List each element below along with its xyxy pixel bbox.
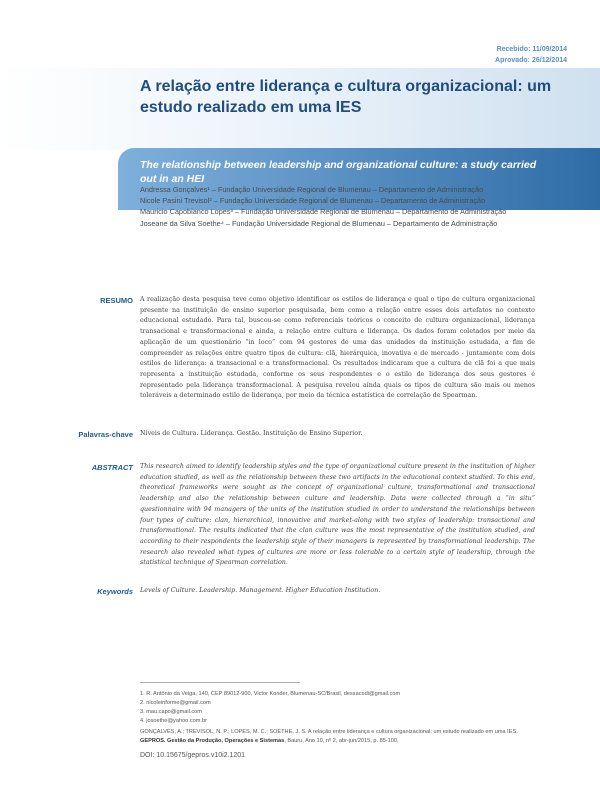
journal-name: GEPROS. Gestão da Produção, Operações e Sistemas	[140, 737, 285, 744]
footnote: 1. R. Antônio da Veiga, 140, CEP 89012-900, Victor Konder, Blumenau-SC/Brasil, dessacodi@gmail.com	[140, 691, 401, 697]
title-portuguese: A relação entre liderança e cultura organizacional: um estudo realizado em uma IES	[140, 78, 552, 116]
title-english: The relationship between leadership and organizational culture: a study carried out in an HEI	[140, 159, 537, 185]
footnote: 3. mau.capo@gmail.com	[140, 708, 202, 715]
footnotes	[140, 690, 560, 726]
abstract-label: ABSTRACT	[91, 463, 133, 472]
keywords-label: Keywords	[97, 587, 133, 596]
citation-details: , Bauru, Ano 10, nº 2, abr-jun/2015, p. 85-100.	[284, 737, 399, 744]
abstract-text: This research aimed to identify leadership styles and the type of organizational culture present in the institution of higher education studied, as well as the relationship between these two artifacts in the educational context studied. To this end, theoretical frameworks were sought as the concept of organizational culture, transformational and transactional leadership and also the relationship between culture and leadership. Data were collected through a “in situ” questionnaire with 94 managers of the units of the institution studied in order to understand the relationships between four types of culture: clan, hierarchical, innovative and market-along with two styles of leadership: transactional and transformational. The results indicated that the clan culture was the most representative of the institution studied, and according to their respondents the leadership style of their managers is represented by transformational leadership. The research also revealed what types of cultures are more or less tolerable to a certain style of leadership, through the statistical technique of Spearman correlation.	[140, 463, 535, 567]
citation-line	[140, 737, 560, 746]
doi: DOI: 10.15675/gepros.v10i2.1201	[140, 752, 246, 759]
author-line: Nicole Pasini Trevisol² – Fundação Universidade Regional de Blumenau – Departamento de Administração	[140, 196, 486, 206]
submission-dates	[495, 44, 567, 66]
resumo-text: A realização desta pesquisa teve como objetivo identificar os estilos de liderança e qual o tipo de cultura organizacional presente na instituição de ensino superior pesquisada, bem como a relação entre esses dois artefatos no contexto educacional estudado. Para tal, buscou-se como referenciais teóricos o conceito de cultura organizacional, liderança transacional e transformacional e ainda, a relação entre cultura e liderança. Os dados foram coletados por meio da aplicação de um questionário “in loco” com 94 gestores de uma das unidades da instituição estudada, a fim de compreender as relações entre quatro tipos de cultura: clã, hierárquica, inovativa e de mercado - juntamente com dois estilos de liderança: a transacional e a transformacional. Os resultados indicaram que a cultura de clã foi a que mais representa a instituição estudada, conforme os seus respondentes e o estilo de liderança dos seus gestores é representado pela liderança transformacional. A pesquisa revelou ainda quais os tipos de cultura são mais ou menos toleráveis a determinado estilo de liderança, por meio da técnica estatística de correlação de Spearman.	[140, 296, 535, 400]
author-line: Andressa Gonçalves¹ – Fundação Universidade Regional de Blumenau – Departamento de Administração	[140, 185, 484, 194]
footnote: 2. nicoleinforme@gmail.com	[140, 699, 211, 706]
approved-date: Aprovado: 26/12/2014	[495, 57, 567, 64]
author-list	[140, 184, 580, 229]
palavras-chave-text: Níveis de Cultura. Liderança. Gestão. Instituição de Ensino Superior.	[140, 430, 363, 437]
received-date: Recebido: 11/09/2014	[496, 46, 567, 53]
citation-line: GONÇALVES, A.; TREVISOL, N. P.; LOPES, M. C.; SOETHE, J. S. A relação entre liderança e cultura organizacional: um estudo realizado em uma IES.	[140, 729, 518, 735]
palavras-chave-label: Palavras-chave	[78, 430, 133, 439]
resumo-label: RESUMO	[100, 296, 133, 305]
author-line: Joseane da Silva Soethe⁴ – Fundação Universidade Regional de Blumenau – Departamento de Administração	[140, 218, 498, 228]
keywords-text: Levels of Culture. Leadership. Management. Higher Education Institution.	[140, 587, 381, 594]
citation	[140, 728, 560, 745]
footnote: 4. josoethe@yahoo.com.br	[140, 717, 207, 724]
author-line: Mauricio Capobianco Lopes³ – Fundação Universidade Regional de Blumenau – Departamento de Administração	[140, 207, 507, 217]
footnote-divider	[140, 682, 300, 683]
